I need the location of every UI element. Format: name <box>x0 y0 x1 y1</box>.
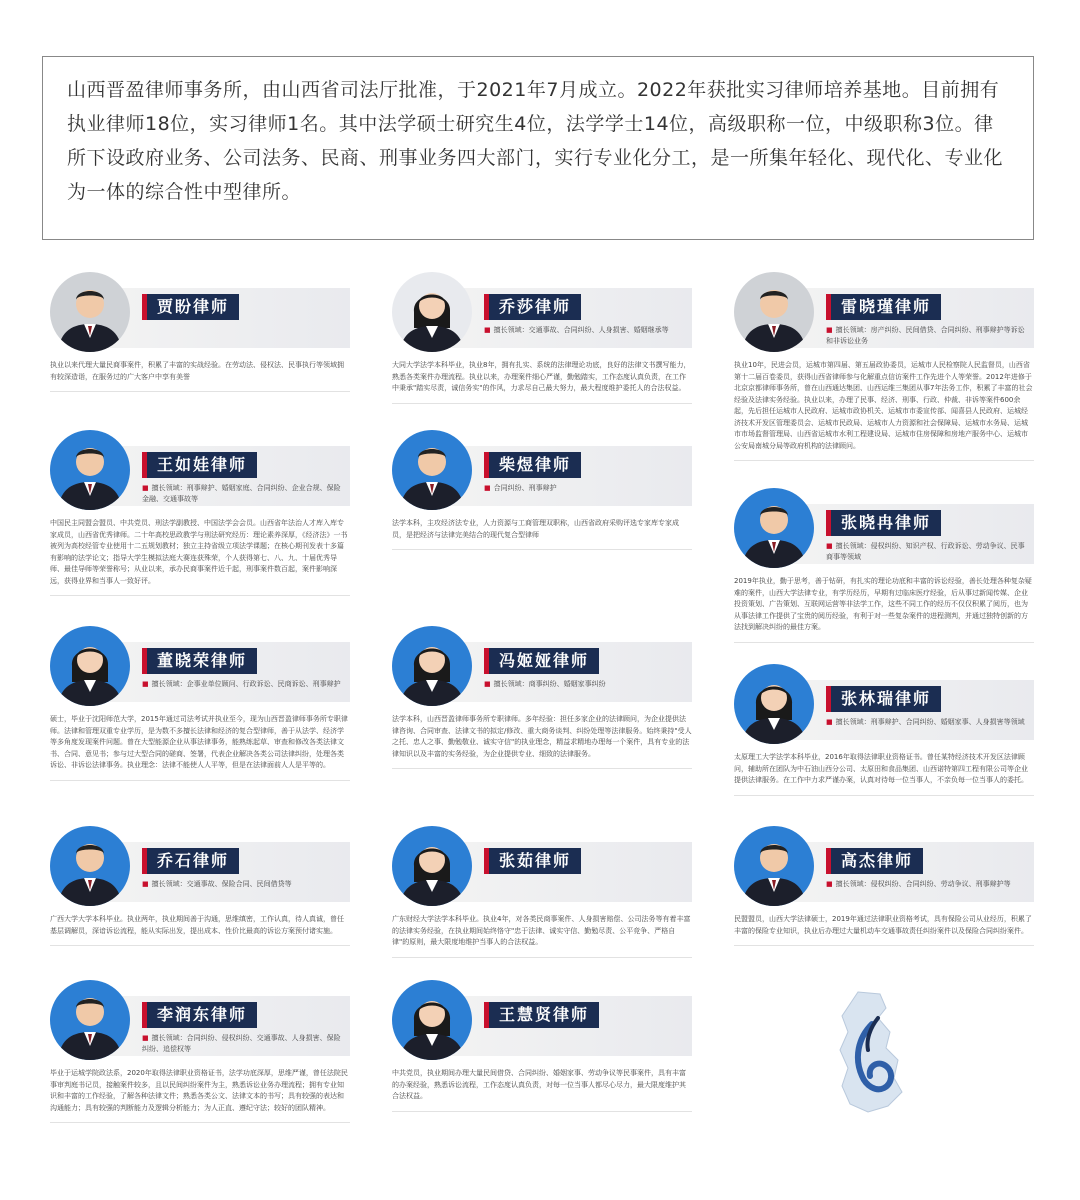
bullet-icon: ■ <box>142 680 149 688</box>
card-divider <box>50 1122 350 1123</box>
lawyer-portrait-male-icon <box>50 430 130 510</box>
lawyer-portrait-female-icon <box>392 826 472 906</box>
name-tag <box>484 294 581 320</box>
card-divider <box>392 957 692 958</box>
intro-box <box>42 56 1034 240</box>
card-divider <box>734 945 1034 946</box>
lawyer-name: 王如娃律师 <box>147 452 257 478</box>
specialty-text: 擅长领域：侵权纠纷、合同纠纷、劳动争议、刑事辩护等 <box>835 880 1011 888</box>
lawyer-specialty <box>484 679 686 690</box>
lawyer-specialty <box>142 879 344 890</box>
lawyer-specialty <box>826 325 1028 347</box>
specialty-text: 擅长领域：商事纠纷、婚姻家事纠纷 <box>493 680 606 688</box>
lawyer-name: 冯姬娅律师 <box>489 648 599 674</box>
name-tag <box>142 294 239 320</box>
lawyer-bio: 2019年执业，勤于思考，善于钻研，有扎实的理论功底和丰富的诉讼经验，善长处理各种复杂疑难的案件，山西大学法律专业，有学历经历，早期有过临床医疗经验，后从事过新闻传媒、企业投资策划、广告策划、互联网运营等非法学工作，这些不同工作的经历不仅仅积累了阅历，也为从事法律工作提供了宝贵的阅历经验，有利于对一些复杂案件的进程测判，并通过独特创新的方法找到解决纠纷的最佳方案。 <box>734 577 1032 631</box>
lawyer-card <box>392 430 692 550</box>
specialty-text: 擅长领域：合同纠纷、侵权纠纷、交通事故、人身损害、保险纠纷、追偿权等 <box>142 1034 341 1053</box>
lawyer-name: 张林瑞律师 <box>831 686 941 712</box>
lawyer-portrait-female-icon <box>392 980 472 1060</box>
lawyer-card <box>734 488 1034 643</box>
lawyer-bio: 中国民主同盟会盟员、中共党员、刑法学副教授、中国法学会会员。山西省年法治人才库入库专家成员，山西省优秀律师。二十年高校思政教学与刑法研究经历：理论素养深厚，《经济法》一书被列为高校经管专业使用十二五规划教材；独立主持省级立项法学课题；在核心期刊发表十多篇有影响的法学论文；指导大学生模拟法庭大赛连获殊荣，个人获得第七、八、九、十届优秀导师、最佳导师等荣誉称号；从业以来，承办民商事案件近千起，刑事案件数百起，案件影响深远，获得业界和当事人一致好评。 <box>50 519 348 585</box>
specialty-text: 擅长领域：刑事辩护、合同纠纷、婚姻家事、人身损害等领域 <box>835 718 1025 726</box>
specialty-text: 擅长领域：刑事辩护、婚姻家庭、合同纠纷、企业合规、保险金融、交通事故等 <box>142 484 341 503</box>
lawyer-name: 王慧贤律师 <box>489 1002 599 1028</box>
name-tag <box>484 1002 599 1028</box>
lawyer-portrait-female-icon <box>392 626 472 706</box>
lawyer-bio: 法学本科，主攻经济法专业，人力资源与工商管理双职称，山西省政府采购评选专家库专家成员，是把经济与法律完美结合的现代复合型律师 <box>392 519 679 539</box>
lawyer-card <box>734 826 1034 946</box>
lawyer-name: 高杰律师 <box>831 848 923 874</box>
lawyer-card <box>734 272 1034 461</box>
bullet-icon: ■ <box>484 680 491 688</box>
specialty-text: 擅长领域：房产纠纷、民间借贷、合同纠纷、刑事辩护等诉讼和非诉讼业务 <box>826 326 1025 345</box>
lawyer-name: 乔石律师 <box>147 848 239 874</box>
lawyer-portrait-female-icon <box>392 272 472 352</box>
name-tag <box>142 648 257 674</box>
bullet-icon: ■ <box>484 326 491 334</box>
lawyer-name: 张茹律师 <box>489 848 581 874</box>
lawyer-portrait-male-icon <box>50 272 130 352</box>
card-divider <box>50 780 350 781</box>
bullet-icon: ■ <box>826 542 833 550</box>
lawyer-bio: 大同大学法学本科毕业，执业8年，拥有扎实、系统的法律理论功底，良好的法律文书撰写能力，熟悉各类案件办理流程。执业以来，办理案件细心严谨，勤勉踏实，工作态度认真负责，在工作中秉承"踏实尽责，诚信务实"的作风，力求尽自己最大努力，最大程度维护委托人的合法权益。 <box>392 361 691 392</box>
lawyer-portrait-male-icon <box>50 980 130 1060</box>
lawyer-specialty <box>484 483 686 494</box>
lawyer-name: 李润东律师 <box>147 1002 257 1028</box>
lawyer-specialty <box>142 483 344 505</box>
lawyer-name: 董晓荣律师 <box>147 648 257 674</box>
bullet-icon: ■ <box>142 1034 149 1042</box>
bullet-icon: ■ <box>826 880 833 888</box>
lawyer-card <box>392 626 692 769</box>
lawyer-specialty <box>826 879 1028 890</box>
card-divider <box>392 1111 692 1112</box>
bullet-icon: ■ <box>484 484 491 492</box>
lawyer-name: 张晓冉律师 <box>831 510 941 536</box>
name-tag <box>142 1002 257 1028</box>
card-divider <box>734 642 1034 643</box>
lawyer-bio: 民盟盟员，山西大学法律硕士，2019年通过法律职业资格考试，具有保险公司从业经历，积累了丰富的保险专业知识，执业后办理过大量机动车交通事故责任纠纷案件以及保险合同纠纷案件。 <box>734 915 1032 935</box>
name-tag <box>826 294 941 320</box>
card-divider <box>392 768 692 769</box>
lawyer-portrait-female-icon <box>50 626 130 706</box>
lawyer-card <box>50 826 350 946</box>
lawyer-bio: 广西大学大学本科毕业。执业两年，执业期间善于沟通，思维缜密，工作认真，待人真诚，曾任基层调解员，深谙诉讼流程，能从实际出发，提出成本、性价比最高的诉讼方案预付诸实施。 <box>50 915 344 935</box>
lawyer-specialty <box>826 717 1028 728</box>
card-divider <box>734 460 1034 461</box>
lawyer-card <box>392 272 692 404</box>
name-tag <box>826 510 941 536</box>
card-divider <box>392 403 692 404</box>
lawyer-portrait-male-icon <box>734 488 814 568</box>
specialty-text: 擅长领域：侵权纠纷、知识产权、行政诉讼、劳动争议、民事商事等领域 <box>826 542 1025 561</box>
card-divider <box>50 391 350 392</box>
lawyer-card <box>50 272 350 392</box>
bullet-icon: ■ <box>826 718 833 726</box>
lawyer-bio: 硕士，毕业于沈阳师范大学，2015年通过司法考试并执业至今，现为山西晋盈律师事务所专职律师。法律和管理双重专业学历，是为数不多擅长法律和经济的复合型律师，善于从法学、经济学等多角度发现案件问题。曾在大型能源企业从事法律事务，能熟练起草、审查和修改各类法律文书、合同、意见书；参与过大型合同的磋商、签署，代表企业解决各类公司法律纠纷，处理各类诉讼、非诉讼法律事务。执业理念：法律不能使人人平等，但是在法律面前人人是平等的。 <box>50 715 348 769</box>
lawyer-bio: 法学本科，山西晋盈律师事务所专职律师。多年经验：担任多家企业的法律顾问，为企业提供法律咨询、合同审查、法律文书的拟定/修改、重大商务谈判、纠纷处理等法律服务。始终秉持"受人之托、忠人之事、勤勉敬业、诚实守信"的执业理念，精益求精地办理每一个案件，具有专业的法律知识以及丰富的实务经验，为企业提供专业、细致的法律服务。 <box>392 715 692 758</box>
card-divider <box>50 595 350 596</box>
lawyer-name: 雷晓瑾律师 <box>831 294 941 320</box>
lawyer-card <box>50 980 350 1123</box>
lawyer-name: 柴煜律师 <box>489 452 581 478</box>
lawyer-bio: 执业以来代理大量民商事案件，积累了丰富的实战经验。在劳动法、侵权法、民事执行等领域拥有较深造诣，在服务过的广大客户中享有美誉 <box>50 361 344 381</box>
name-tag <box>826 848 923 874</box>
lawyer-specialty <box>142 1033 344 1055</box>
name-tag <box>142 452 257 478</box>
lawyer-portrait-female-icon <box>734 664 814 744</box>
lawyer-portrait-male-icon <box>392 430 472 510</box>
firm-logo-icon <box>828 988 916 1116</box>
specialty-text: 擅长领域：企事业单位顾问、行政诉讼、民商诉讼、刑事辩护 <box>151 680 341 688</box>
lawyer-specialty <box>142 679 344 690</box>
card-divider <box>392 549 692 550</box>
lawyer-card <box>50 626 350 781</box>
name-tag <box>826 686 941 712</box>
specialty-text: 擅长领域：交通事故、保险合同、民间借贷等 <box>151 880 292 888</box>
name-tag <box>142 848 239 874</box>
name-tag <box>484 452 581 478</box>
lawyer-portrait-male-icon <box>734 826 814 906</box>
lawyer-card <box>734 664 1034 796</box>
card-divider <box>50 945 350 946</box>
card-divider <box>734 795 1034 796</box>
lawyer-specialty <box>826 541 1028 563</box>
lawyer-portrait-male-icon <box>50 826 130 906</box>
lawyer-card <box>392 826 692 958</box>
lawyer-bio: 毕业于运城学院政法系，2020年取得法律职业资格证书，法学功底深厚，思维严谨，曾任法院民事审判庭书记员，接触案件较多，且以民间纠纷案件为主，熟悉诉讼业务办理流程；拥有专业知识和丰富的工作经验，了解各种法律文件；熟悉各类公文、法律文本的书写；具有较强的表达和沟通能力；具有较强的判断能力及逻辑分析能力；为人正直、遵纪守法；较好的团队精神。 <box>50 1069 348 1112</box>
lawyer-specialty <box>484 325 686 336</box>
lawyer-name: 贾盼律师 <box>147 294 239 320</box>
lawyer-bio: 太原理工大学法学本科毕业，2016年取得法律职业资格证书。曾任某特经济技术开发区法律顾问，辅助所在团队为中石油山西分公司、太原田和食品集团、山西诺特第四工程有限公司等企业提供法律服务。在工作中力求严谨办案，认真对待每一位当事人，不亲负每一位当事人的委托。 <box>734 753 1028 784</box>
lawyer-bio: 中共党员，执业期间办理大量民间借贷、合同纠纷、婚姻家事、劳动争议等民事案件，具有丰富的办案经验，熟悉诉讼流程，工作态度认真负责，对每一位当事人都尽心尽力，最大限度维护其合法权益。 <box>392 1069 686 1100</box>
bullet-icon: ■ <box>142 880 149 888</box>
lawyer-card <box>50 430 350 596</box>
bullet-icon: ■ <box>826 326 833 334</box>
specialty-text: 合同纠纷、刑事辩护 <box>493 484 557 492</box>
lawyer-card <box>392 980 692 1112</box>
bullet-icon: ■ <box>142 484 149 492</box>
lawyer-name: 乔莎律师 <box>489 294 581 320</box>
lawyer-portrait-male-icon <box>734 272 814 352</box>
name-tag <box>484 848 581 874</box>
intro-text: 山西晋盈律师事务所，由山西省司法厅批准，于2021年7月成立。2022年获批实习律师培养基地。目前拥有执业律师18位，实习律师1名。其中法学硕士研究生4位，法学学士14位，高级职称一位，中级职称3位。律所下设政府业务、公司法务、民商、刑事业务四大部门，实行专业化分工，是一所集年轻化、现代化、专业化为一体的综合性中型律所。 <box>67 79 1004 203</box>
specialty-text: 擅长领域：交通事故、合同纠纷、人身损害、婚姻继承等 <box>493 326 669 334</box>
name-tag <box>484 648 599 674</box>
lawyer-bio: 执业10年，民进会员，运城市第四届、第五届政协委员，运城市人民检察院人民监督员，山西省第十二届百卷委员，获得山西省律师参与化解重点信访案件工作先进个人等荣誉。2012年进修于北京京都律师事务所，曾在山西通达集团、山西运维三集团从事7年法务工作，积累了丰富的社会经验及法律实务经验。执业以来，办理了民事、经济、刑事、行政、仲裁、非诉等案件600余起，先后担任运城市人民政府、运城市政协机关、运城市市委宣传部、闻喜县人民政府、运城经济技术开发区管理委员会、运城市民政局、运城市人力资源和社会保障局、运城市水务局、运城市市场监督管理局、山西省运城市水利工程建设局、运城市住房保障和房地产服务中心、运城市公安局南城分局等政府机构的法律顾问。 <box>734 361 1033 450</box>
lawyer-bio: 广东财经大学法学本科毕业。执业4年，对各类民商事案件、人身损害赔偿、公司法务等有着丰富的法律实务经验，在执业期间始终恪守"忠于法律、诚实守信、勤勉尽责、公平竞争、严格自律"的原则，最大限度地维护当事人的合法权益。 <box>392 915 691 946</box>
